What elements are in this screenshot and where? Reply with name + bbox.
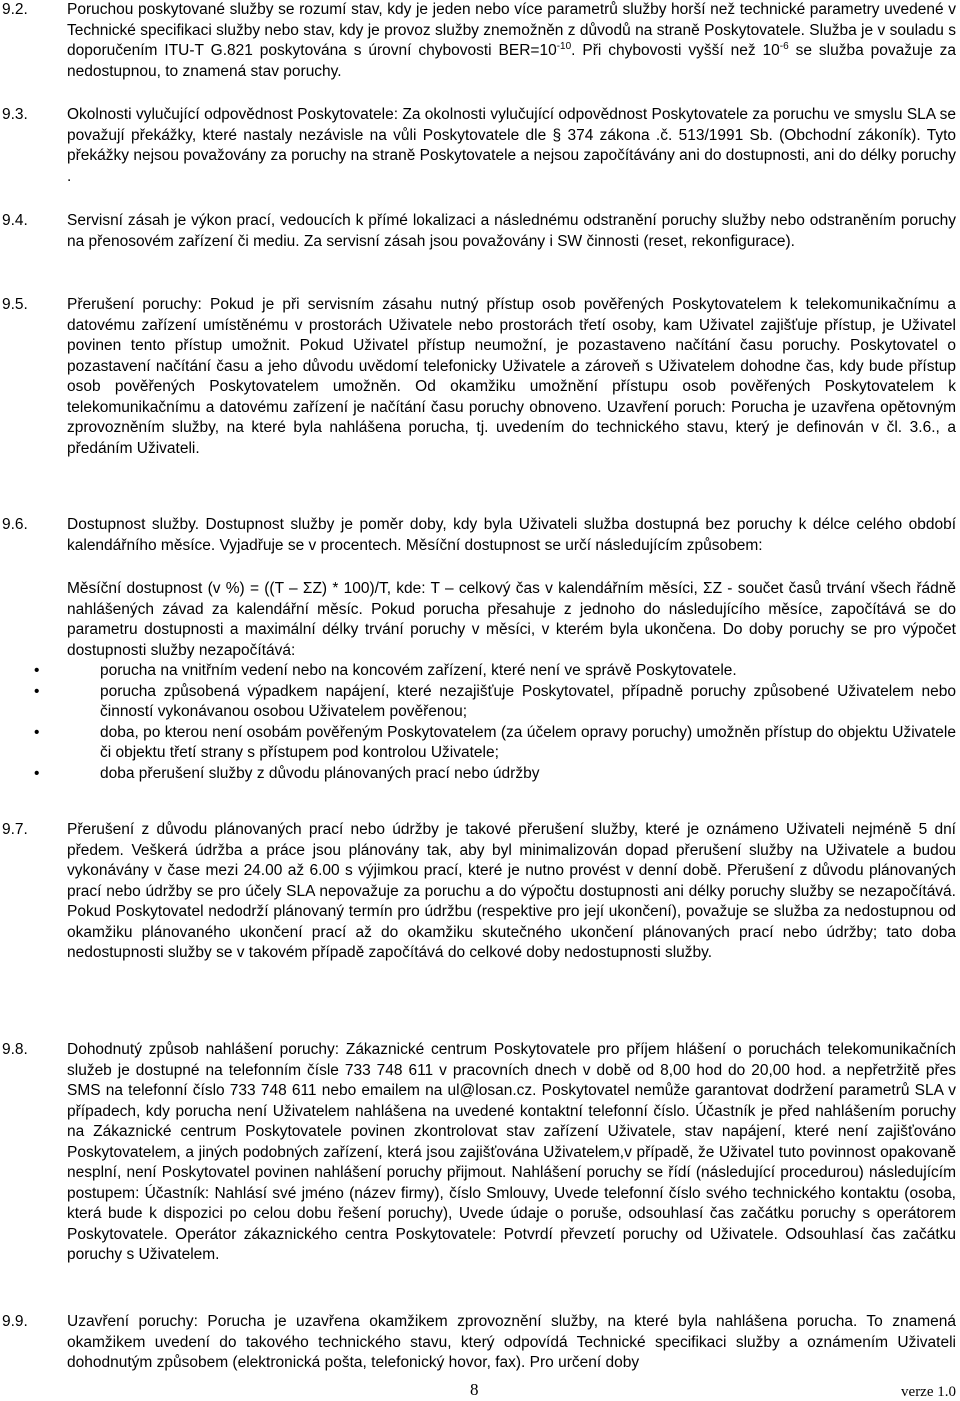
section-number: 9.5. (2, 296, 28, 313)
list-item (34, 764, 956, 785)
section-9-2 (0, 0, 956, 82)
section-9-9 (0, 1312, 956, 1374)
section-text (67, 105, 956, 187)
section-number: 9.2. (2, 1, 28, 18)
paragraph: Dohodnutý způsob nahlášení poruchy: Zákaznické centrum Poskytovatele pro příjem hlášení o poruchách telekomunikačních služeb je dostupné na telefonním čísle 733 748 611 v pracovních dnech v době od 8,00 hod do 20,00 hod. a nepřetržitě přes SMS na telefonní číslo 733 748 611 nebo emailem na ul@losan.cz. Poskytovatel nemůže garantovat dodržení parametrů SLA v případech, kdy porucha není Uživatelem nahlášena na uvedené kontaktní telefonní číslo. Účastník je před nahlášením poruchy na Zákaznické centrum Poskytovatele povinen zkontrolovat stav zařízení Uživatele, stav napájení, které není zajišťováno Poskytovatelem, a jiných podobných zařízení, která jsou zajišťována Uživatelem,v případě, že Uživatel tuto povinnost opakovaně nesplní, není Poskytovatel povinen nahlášení poruchy přijmout. Nahlášení poruchy se řídí (následující procedurou) následujícím postupem: Účastník: Nahlásí své jméno (název firmy), číslo Smlouvy, Uvede telefonní číslo svého technického kontaktu (osoba, která bude k dispozici po celou dobu řešení poruchy), Uvede údaje o poruše, odsouhlasí čas začátku poruchy s operátorem Poskytovatele. Operátor zákaznického centra Poskytovatele: Potvrdí převzetí poruchy od Uživatele. Odsouhlasí čas začátku poruchy s Uživatelem. (67, 1041, 956, 1263)
section-text (67, 0, 956, 82)
paragraph: Přerušení poruchy: Pokud je při servisním zásahu nutný přístup osob pověřených Poskytovatelem k telekomunikačnímu a datovému zařízení umístěnému v prostorách Uživatele nebo prostorách třetí osoby, kam Uživatel zajišťuje přístup, je Uživatel povinen tento přístup umožnit. Pokud Uživatel přístup neumožní, je pozastaveno načítání času poruchy. Poskytovatel o pozastavení načítání času a jeho důvodu uvědomí telefonicky Uživatele a zároveň s Uživatelem dohodne čas, kdy bude přístup osob pověřených Poskytovatelem umožněn. Od okamžiku umožnění přístupu osob pověřených Poskytovatelem k telekomunikačnímu a datovému zařízení je načítání času poruchy obnoveno. Uzavření poruch: Porucha je uzavřena opětovným zprovozněním služby, na které byla nahlášena porucha, tj. uvedením do technického stavu, který je definován v čl. 3.6., a předáním Uživateli. (67, 296, 956, 457)
section-number: 9.9. (2, 1313, 28, 1330)
list-item (34, 682, 956, 723)
paragraph: Okolnosti vylučující odpovědnost Poskytovatele: Za okolnosti vylučující odpovědnost Poskytovatele za poruchu ve smyslu SLA se považují překážky, které nastaly nezávisle na vůli Poskytovatele dle § 374 zákona .č. 513/1991 Sb. (Obchodní zákoník). Tyto překážky nejsou považovány za poruchy na straně Poskytovatele a nejsou započítávány ani do dostupnosti, ani do délky poruchy . (67, 106, 956, 185)
bullet-icon: • (34, 723, 40, 741)
bullet-icon: • (34, 662, 40, 679)
text-part: se služba považuje za nedostupnou, to znamená stav poruchy. (67, 42, 956, 80)
paragraph: Přerušení z důvodu plánovaných prací nebo údržby je takové přerušení služby, které je oznámeno Uživateli nejméně 5 dní předem. Veškerá údržba a práce jsou plánovány tak, aby byl minimalizován dopad přerušení služby na Uživatele a budou vykonávány v čase mezi 24.00 až 6.00 s výjimkou prací, které je nutno provést v denní době. Přerušení z důvodu plánovaných prací nebo údržby se pro účely SLA nepovažuje za poruchu a do výpočtu dostupnosti ani délky poruchy služby se nezapočítává. Pokud Poskytovatel nedodrží plánovaný termín pro údržbu (respektive pro její ukončení), považuje se služba za nedostupnou od okamžiku plánovaného ukončení prací až do okamžiku skutečného ukončení plánovaných prací nebo údržby; tato doba nedostupnosti služby se v takovém případě započítává do celkové doby nedostupnosti služby. (67, 821, 956, 961)
text-part: . Při chybovosti vyšší než 10 (571, 42, 780, 59)
page-number: 8 (470, 1380, 479, 1399)
list-item-text: porucha způsobená výpadkem napájení, které nezajišťuje Poskytovatel, případně poruchy způsobené Uživatelem nebo činností vykonávanou osobou Uživatelem pověřenou; (100, 682, 956, 720)
list-item (34, 661, 956, 682)
section-number: 9.3. (2, 106, 28, 123)
list-item-text: porucha na vnitřním vedení nebo na koncovém zařízení, které není ve správě Poskytovatele. (100, 662, 737, 679)
section-text (67, 295, 956, 459)
list-item-text: doba, po kterou není osobám pověřeným Poskytovatelem (za účelem opravy poruchy) umožněn přístup do objektu Uživatele či objektu třetí strany s přístupem pod kontrolou Uživatele; (100, 723, 956, 761)
section-text (67, 211, 956, 252)
paragraph-formula: Měsíční dostupnost (v %) = ((T – ΣZ) * 100)/T, kde: T – celkový čas v kalendářním měsíci, ΣZ - součet časů trvání všech řádně nahlášených závad za kalendářní měsíc. Pokud porucha přesahuje z jednoho do následujícího měsíce, započítává se do parametru dostupnosti a maximální délky trvání poruchy v měsíci, v kterém byla ukončena. Do doby poruchy se pro výpočet dostupnosti služby nezapočítává: (67, 580, 956, 659)
paragraph-intro: Dostupnost služby. Dostupnost služby je poměr doby, kdy byla Uživateli služba dostupná bez poruchy k délce celého období kalendářního měsíce. Vyjadřuje se v procentech. Měsíční dostupnost se určí následujícím způsobem: (67, 516, 956, 554)
section-text (67, 820, 956, 964)
section-number: 9.4. (2, 212, 28, 229)
bullet-icon: • (34, 682, 40, 700)
list-item (34, 723, 956, 764)
text-part: Poruchou poskytované služby se rozumí stav, kdy je jeden nebo více parametrů služby horší než technické parametry uvedené v Technické specifikaci služby nebo stav, kdy je provoz služby znemožněn z důvodů na straně Poskytovatele. Služba je v souladu s doporučením ITU-T G.821 poskytována s úrovní chybovosti BER=10 (67, 1, 956, 59)
paragraph: Uzavření poruchy: Porucha je uzavřena okamžikem zprovoznění služby, na které byla nahlášena porucha. To znamená okamžikem uvedení do takového technického stavu, který odpovídá Technické specifikaci služby a oznámením Uživateli dohodnutým způsobem (elektronická pošta, telefonický hovor, fax). Pro určení doby (67, 1313, 956, 1371)
section-9-8 (0, 1040, 956, 1266)
bullet-icon: • (34, 764, 40, 782)
section-9-7 (0, 820, 956, 964)
section-text (67, 1312, 956, 1374)
list-item-text: doba přerušení služby z důvodu plánovaných prací nebo údržby (100, 764, 540, 782)
section-9-6 (0, 515, 956, 556)
section-number: 9.6. (2, 516, 28, 533)
paragraph: Servisní zásah je výkon prací, vedoucích k přímé lokalizaci a následnému odstranění poruchy služby nebo odstraněním poruchy na přenosovém zařízení či mediu. Za servisní zásah jsou považovány i SW činnosti (reset, rekonfigurace). (67, 212, 956, 250)
section-9-6-formula (0, 579, 956, 784)
superscript: -6 (779, 40, 789, 52)
section-number: 9.8. (2, 1041, 28, 1058)
section-text (67, 1040, 956, 1266)
section-number: 9.7. (2, 821, 28, 838)
section-text (34, 579, 956, 784)
section-9-4 (0, 211, 956, 252)
superscript: -10 (556, 40, 572, 52)
section-9-5 (0, 295, 956, 459)
section-text (67, 515, 956, 556)
section-9-3 (0, 105, 956, 187)
bullet-list (34, 661, 956, 784)
version-label: verze 1.0 (901, 1384, 956, 1400)
